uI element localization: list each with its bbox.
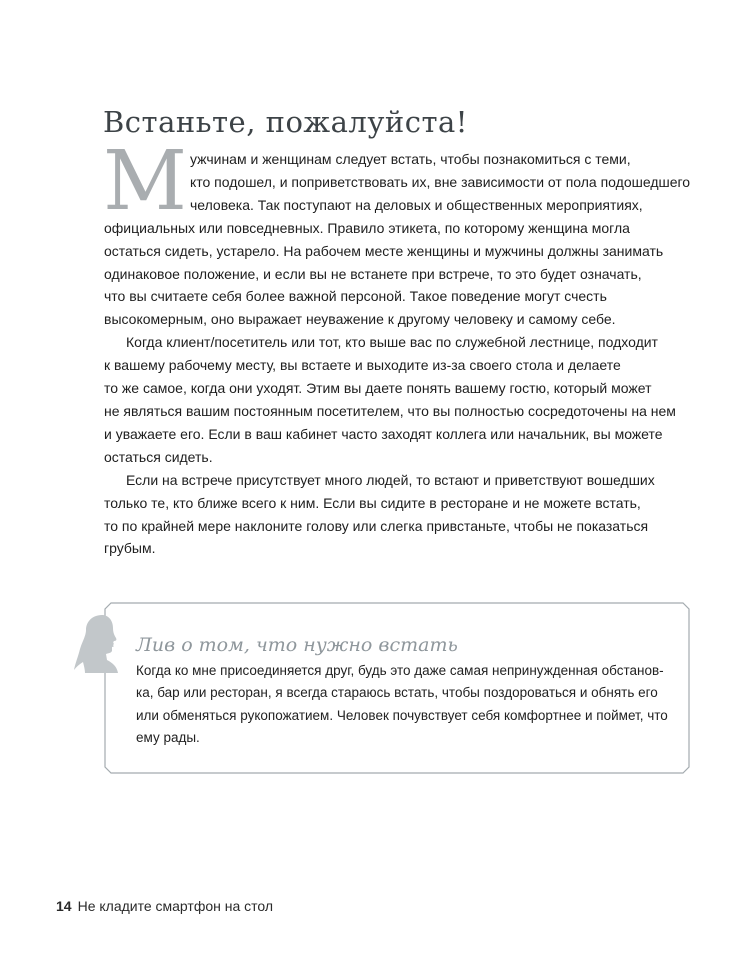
- text-line: грубым.: [104, 540, 156, 557]
- text-line: одинаковое положение, и если вы не встанете при встрече, то это будет означать,: [104, 265, 642, 282]
- text-line: ужчинам и женщинам следует встать, чтобы познакомиться с теми,: [189, 151, 631, 167]
- text-line: к вашему рабочему месту, вы встаете и выходите из-за своего стола и делаете: [104, 357, 621, 374]
- paragraph-1: [103, 134, 691, 331]
- text-line: кто подошел, и поприветствовать их, вне зависимости от пола подошедшего: [189, 173, 691, 190]
- drop-cap: М: [103, 134, 187, 229]
- text-line: Когда ко мне присоединяется друг, будь это даже самая непринужденная обстанов-: [136, 663, 664, 678]
- paragraph-3: [104, 469, 680, 561]
- text-line: только те, кто ближе всего к ним. Если вы сидите в ресторане и не можете встать,: [104, 494, 641, 511]
- text-line: и уважаете его. Если в ваш кабинет часто заходят коллега или начальник, вы можете: [104, 425, 663, 442]
- text-line: то же самое, когда они уходят. Этим вы даете понять вашему гостю, который может: [104, 380, 652, 397]
- page-footer: [56, 898, 273, 914]
- paragraph-2: [104, 331, 680, 468]
- text-line: ему рады.: [136, 729, 200, 745]
- callout-heading: Лив о том, что нужно встать: [136, 634, 458, 656]
- text-line: человека. Так поступают на деловых и общественных мероприятиях,: [189, 196, 643, 213]
- text-line: Если на встрече присутствует много людей, то встают и приветствуют вошедших: [126, 471, 655, 488]
- text-line: остаться сидеть.: [104, 448, 213, 465]
- page-title: Встаньте, пожалуйста!: [103, 105, 468, 139]
- text-line: Когда клиент/посетитель или тот, кто выше вас по служебной лестнице, подходит: [126, 334, 658, 351]
- text-line: то по крайней мере наклоните голову или слегка привстаньте, чтобы не показаться: [104, 517, 649, 534]
- text-line: не являться вашим постоянным посетителем, что вы полностью сосредоточены на нем: [104, 402, 676, 419]
- text-line: ка, бар или ресторан, я всегда стараюсь встать, чтобы поздороваться и обнять его: [136, 685, 658, 701]
- woman-profile-silhouette-icon: [72, 612, 128, 674]
- text-line: что вы считаете себя более важной персоной. Такое поведение могут счесть: [104, 288, 607, 305]
- text-line: официальных или повседневных. Правило этикета, по которому женщина могла: [104, 219, 630, 236]
- text-line: высокомерным, оно выражает неуважение к другому человеку и самому себе.: [104, 311, 616, 328]
- article-body: [103, 134, 691, 560]
- running-title: Не кладите смартфон на стол: [77, 898, 274, 914]
- page-number: 14: [56, 898, 72, 914]
- callout-text: [136, 660, 666, 749]
- text-line: или обменяться рукопожатием. Человек почувствует себя комфортнее и поймет, что: [136, 707, 668, 723]
- text-line: остаться сидеть, устарело. На рабочем месте женщины и мужчины должны занимать: [104, 242, 664, 259]
